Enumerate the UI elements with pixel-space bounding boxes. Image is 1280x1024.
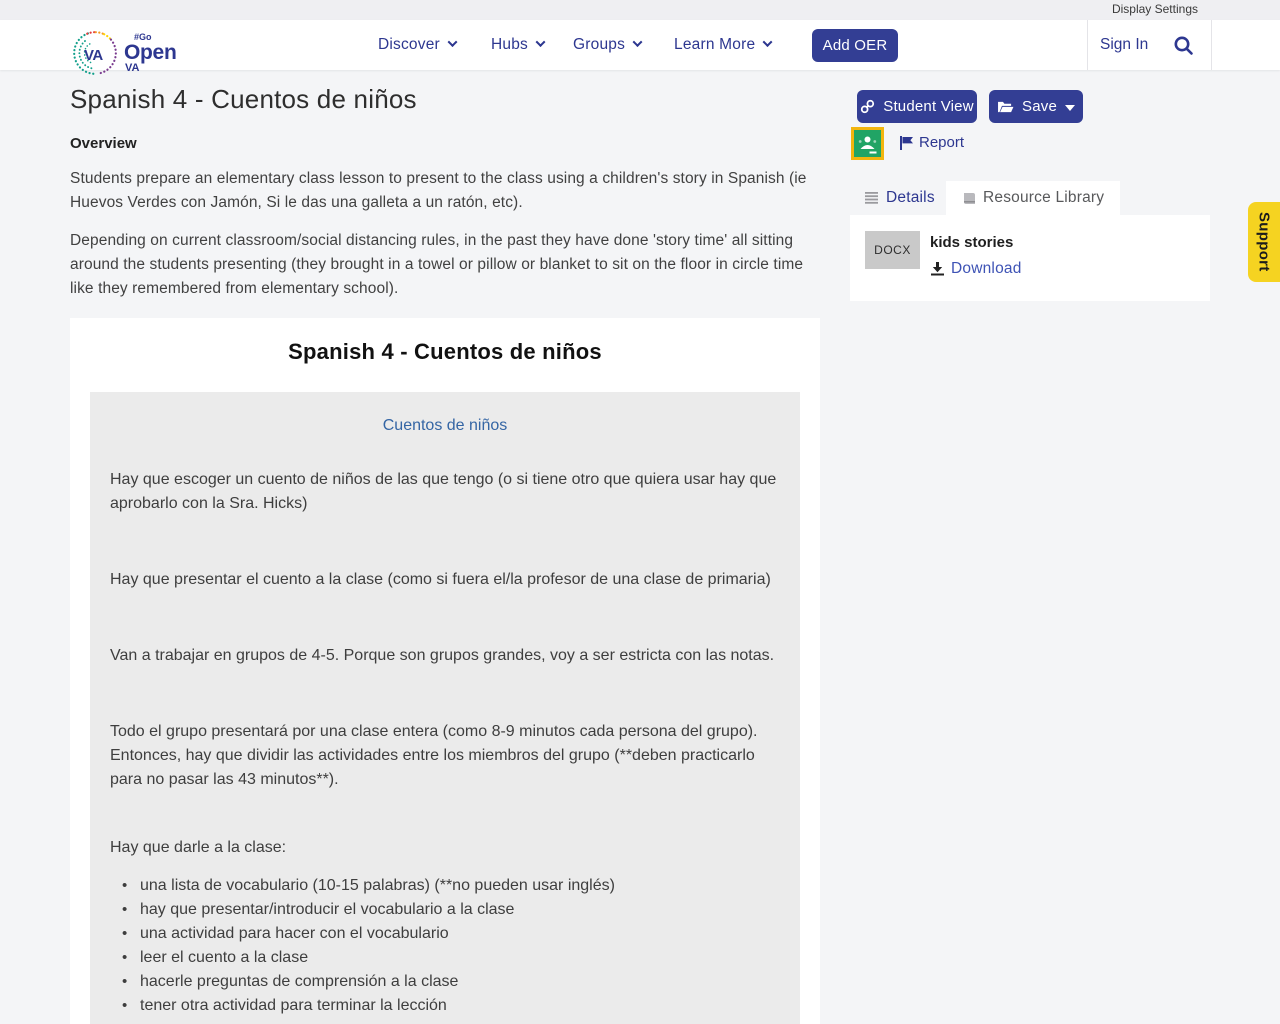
support-tab[interactable]: Support [1248,202,1280,282]
list-item: • una lista de vocabulario (10-15 palabras) (**no pueden usar inglés) [110,874,780,898]
folder-icon [997,100,1014,114]
goopenva-logo[interactable] [70,22,176,84]
list-item: • leer el cuento a la clase [110,946,780,970]
nav-learn-more[interactable]: Learn More [674,20,771,70]
document-link[interactable]: Cuentos de niños [382,417,508,434]
nav-hubs[interactable]: Hubs [491,20,544,70]
logo-wordmark [124,33,176,74]
list-item: • hacerle preguntas de comprensión a la clase [110,970,780,994]
top-utility-bar [0,0,1280,20]
sign-in-link[interactable]: Sign In [1100,36,1149,53]
download-icon [930,262,945,276]
chevron-down-icon [536,37,546,47]
document-body [90,392,800,1024]
document-paragraph: Van a trabajar en grupos de 4-5. Porque son grupos grandes, voy a ser estricta con las notas. [110,647,775,664]
logo-va-text: VA [84,47,103,64]
document-bullet-list [110,874,780,1018]
nav-divider [1087,20,1088,70]
chevron-down-icon [447,37,457,47]
document-paragraph: Hay que escoger un cuento de niños de las que tengo (o si tiene otro que quiera usar hay que aprobarlo con la Sra. Hicks) [110,471,777,512]
chevron-down-icon [763,37,773,47]
nav-discover[interactable]: Discover [378,20,456,70]
link-icon [860,99,875,114]
add-oer-button[interactable]: Add OER [812,29,898,62]
logo-go: #Go [134,31,152,42]
main-navbar [0,20,1280,74]
display-settings-link[interactable]: Display Settings [1111,2,1198,16]
overview-paragraph: Students prepare an elementary class lesson to present to the class using a children's story in Spanish (ie Huevos Verdes con Jamón, Si le das una galleta a un ratón, etc). [70,170,807,211]
tab-details[interactable]: Details [849,181,951,215]
flag-icon [899,135,914,151]
search-icon[interactable] [1172,34,1196,58]
embedded-document-card [70,318,820,1024]
caret-down-icon [1065,105,1075,111]
logo-open: Open [124,40,177,64]
tab-resource-library[interactable]: Resource Library [946,181,1120,215]
resource-library-panel [850,215,1210,301]
logo-dotted-ring-icon [70,28,120,78]
list-item: • tener otra actividad para terminar la lección [110,994,780,1018]
document-paragraph: Hay que presentar el cuento a la clase (como si fuera el/la profesor de una clase de primaria) [110,571,771,588]
download-link[interactable]: Download [930,260,1022,278]
document-title: Spanish 4 - Cuentos de niños [288,339,602,364]
nav-groups[interactable]: Groups [573,20,641,70]
list-item: • una actividad para hacer con el vocabulario [110,922,780,946]
document-paragraph: Hay que darle a la clase: [110,839,287,856]
book-icon [962,192,976,205]
resource-file-title: kids stories [930,234,1014,251]
list-item: • hay que presentar/introducir el vocabulario a la clase [110,898,780,922]
report-link[interactable]: Report [899,134,964,151]
chevron-down-icon [633,37,643,47]
document-paragraph: Todo el grupo presentará por una clase entera (como 8-9 minutos cada persona del grupo). Entonces, hay que dividir las actividades entre los miembros del grupo (**deben practicarlo para no pasar las 43 minutos**). [110,723,758,788]
overview-paragraph: Depending on current classroom/social distancing rules, in the past they have done 'story time' all sitting around the students presenting (they brought in a towel or pillow or blanket to sit on the floor in circle time like they remembered from elementary school). [70,232,804,297]
page-title: Spanish 4 - Cuentos de niños [70,84,417,114]
file-type-badge: DOCX [865,231,920,269]
list-icon [865,192,879,204]
logo-va2: VA [125,61,140,74]
nav-divider [1211,20,1212,70]
overview-heading: Overview [70,135,137,152]
google-classroom-share-icon[interactable] [851,127,884,160]
save-button[interactable]: Save [989,90,1083,123]
student-view-button[interactable]: Student View [857,90,977,123]
